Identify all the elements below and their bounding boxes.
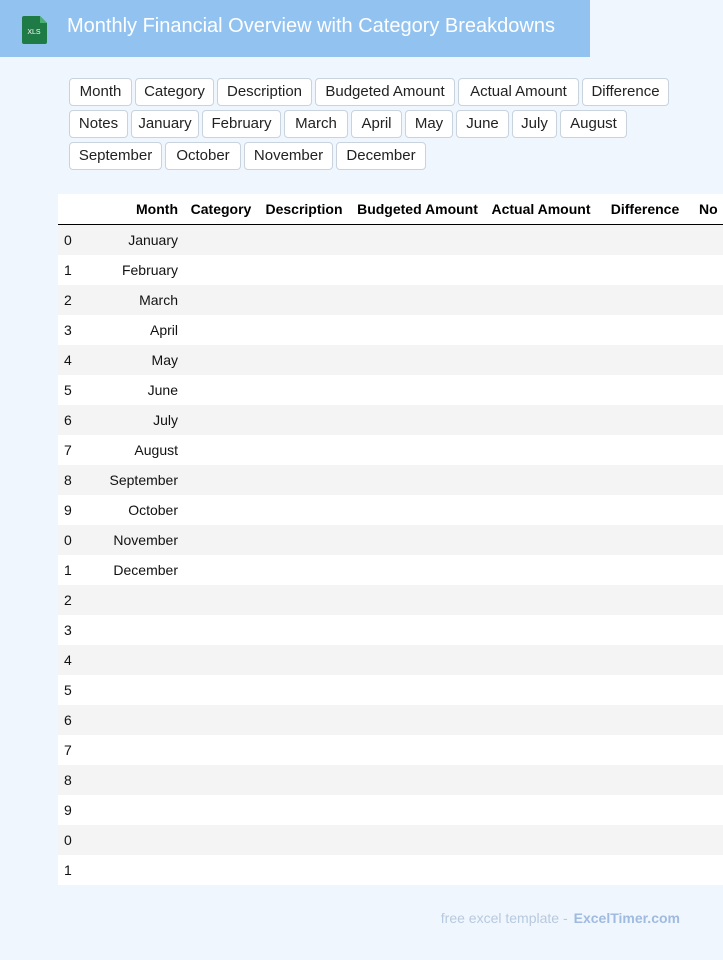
chip-april[interactable]: April — [351, 110, 402, 138]
cell-no[interactable] — [693, 585, 723, 615]
cell-actual-amount[interactable] — [485, 825, 597, 855]
cell-category[interactable] — [184, 645, 258, 675]
cell-description[interactable] — [258, 525, 350, 555]
table-row — [58, 615, 723, 645]
cell-category[interactable] — [184, 345, 258, 375]
cell-description[interactable] — [258, 735, 350, 765]
cell-month[interactable]: April — [88, 315, 184, 345]
table-row — [58, 645, 723, 675]
cell-description[interactable] — [258, 255, 350, 285]
cell-no[interactable] — [693, 465, 723, 495]
cell-category[interactable] — [184, 675, 258, 705]
row-index: 5 — [58, 675, 88, 705]
cell-month[interactable] — [88, 675, 184, 705]
cell-category[interactable] — [184, 225, 258, 256]
footer-text: free excel template - — [440, 910, 568, 926]
cell-budgeted-amount[interactable] — [350, 525, 485, 555]
cell-no[interactable] — [693, 315, 723, 345]
row-index: 0 — [58, 825, 88, 855]
cell-actual-amount[interactable] — [485, 255, 597, 285]
cell-difference[interactable] — [597, 465, 693, 495]
table-row — [58, 315, 723, 345]
cell-description[interactable] — [258, 675, 350, 705]
cell-no[interactable] — [693, 435, 723, 465]
cell-difference[interactable] — [597, 795, 693, 825]
cell-budgeted-amount[interactable] — [350, 255, 485, 285]
row-index: 1 — [58, 255, 88, 285]
cell-budgeted-amount[interactable] — [350, 465, 485, 495]
table-row — [58, 255, 723, 285]
table-row — [58, 855, 723, 885]
row-index: 1 — [58, 555, 88, 585]
chip-may[interactable]: May — [405, 110, 453, 138]
cell-budgeted-amount[interactable] — [350, 285, 485, 315]
row-index: 7 — [58, 435, 88, 465]
table-row — [58, 345, 723, 375]
column-header-category[interactable]: Category — [184, 194, 258, 225]
cell-no[interactable] — [693, 645, 723, 675]
row-index: 1 — [58, 855, 88, 885]
chip-category[interactable]: Category — [135, 78, 214, 106]
column-header-description[interactable]: Description — [258, 194, 350, 225]
cell-month[interactable] — [88, 825, 184, 855]
cell-category[interactable] — [184, 465, 258, 495]
cell-no[interactable] — [693, 285, 723, 315]
chip-november[interactable]: November — [244, 142, 333, 170]
row-index: 8 — [58, 465, 88, 495]
footer-brand-link[interactable]: ExcelTimer.com — [573, 910, 680, 926]
cell-difference[interactable] — [597, 255, 693, 285]
cell-description[interactable] — [258, 315, 350, 345]
cell-no[interactable] — [693, 255, 723, 285]
cell-actual-amount[interactable] — [485, 285, 597, 315]
cell-category[interactable] — [184, 795, 258, 825]
table-row — [58, 465, 723, 495]
table-row — [58, 285, 723, 315]
cell-month[interactable]: November — [88, 525, 184, 555]
cell-budgeted-amount[interactable] — [350, 855, 485, 885]
cell-category[interactable] — [184, 855, 258, 885]
table-row — [58, 675, 723, 705]
data-table — [64, 194, 718, 885]
cell-difference[interactable] — [597, 525, 693, 555]
cell-actual-amount[interactable] — [485, 405, 597, 435]
cell-no[interactable] — [693, 375, 723, 405]
cell-budgeted-amount[interactable] — [350, 225, 485, 256]
chip-notes[interactable]: Notes — [69, 110, 128, 138]
cell-actual-amount[interactable] — [485, 645, 597, 675]
cell-month[interactable]: January — [88, 225, 184, 256]
cell-difference[interactable] — [597, 225, 693, 256]
cell-month[interactable] — [88, 705, 184, 735]
cell-difference[interactable] — [597, 375, 693, 405]
cell-category[interactable] — [184, 705, 258, 735]
column-header-budgeted-amount[interactable]: Budgeted Amount — [350, 194, 485, 225]
row-index: 4 — [58, 645, 88, 675]
row-index: 9 — [58, 795, 88, 825]
cell-difference[interactable] — [597, 645, 693, 675]
cell-description[interactable] — [258, 825, 350, 855]
cell-month[interactable] — [88, 735, 184, 765]
cell-budgeted-amount[interactable] — [350, 585, 485, 615]
cell-budgeted-amount[interactable] — [350, 675, 485, 705]
row-index: 2 — [58, 585, 88, 615]
cell-no[interactable] — [693, 735, 723, 765]
cell-actual-amount[interactable] — [485, 225, 597, 256]
cell-description[interactable] — [258, 615, 350, 645]
cell-budgeted-amount[interactable] — [350, 495, 485, 525]
cell-difference[interactable] — [597, 855, 693, 885]
cell-no[interactable] — [693, 225, 723, 256]
chip-august[interactable]: August — [560, 110, 627, 138]
column-header-month[interactable]: Month — [88, 194, 184, 225]
chip-budgeted-amount[interactable]: Budgeted Amount — [315, 78, 455, 106]
table-row — [58, 375, 723, 405]
table-row — [58, 735, 723, 765]
cell-month[interactable]: June — [88, 375, 184, 405]
chip-difference[interactable]: Difference — [582, 78, 669, 106]
cell-budgeted-amount[interactable] — [350, 705, 485, 735]
cell-category[interactable] — [184, 255, 258, 285]
table-row — [58, 795, 723, 825]
table-row — [58, 585, 723, 615]
table-body — [58, 225, 723, 886]
cell-month[interactable]: October — [88, 495, 184, 525]
cell-category[interactable] — [184, 285, 258, 315]
cell-difference[interactable] — [597, 585, 693, 615]
cell-category[interactable] — [184, 525, 258, 555]
cell-difference[interactable] — [597, 315, 693, 345]
chip-march[interactable]: March — [284, 110, 348, 138]
cell-category[interactable] — [184, 315, 258, 345]
row-index: 8 — [58, 765, 88, 795]
cell-category[interactable] — [184, 435, 258, 465]
cell-no[interactable] — [693, 615, 723, 645]
chip-december[interactable]: December — [336, 142, 426, 170]
cell-category[interactable] — [184, 405, 258, 435]
cell-month[interactable] — [88, 615, 184, 645]
cell-difference[interactable] — [597, 555, 693, 585]
cell-actual-amount[interactable] — [485, 525, 597, 555]
cell-category[interactable] — [184, 495, 258, 525]
chip-july[interactable]: July — [512, 110, 557, 138]
cell-no[interactable] — [693, 525, 723, 555]
table-row — [58, 525, 723, 555]
chip-october[interactable]: October — [165, 142, 241, 170]
cell-category[interactable] — [184, 615, 258, 645]
row-index: 0 — [58, 225, 88, 256]
cell-category[interactable] — [184, 765, 258, 795]
chip-actual-amount[interactable]: Actual Amount — [458, 78, 579, 106]
cell-description[interactable] — [258, 795, 350, 825]
row-index: 6 — [58, 705, 88, 735]
cell-description[interactable] — [258, 345, 350, 375]
cell-description[interactable] — [258, 855, 350, 885]
row-index: 7 — [58, 735, 88, 765]
cell-category[interactable] — [184, 585, 258, 615]
column-header-actual-amount[interactable]: Actual Amount — [485, 194, 597, 225]
column-header-index[interactable] — [58, 194, 88, 225]
cell-difference[interactable] — [597, 675, 693, 705]
cell-no[interactable] — [693, 495, 723, 525]
cell-description[interactable] — [258, 465, 350, 495]
cell-budgeted-amount[interactable] — [350, 405, 485, 435]
cell-description[interactable] — [258, 495, 350, 525]
row-index: 9 — [58, 495, 88, 525]
row-index: 4 — [58, 345, 88, 375]
cell-actual-amount[interactable] — [485, 495, 597, 525]
cell-description[interactable] — [258, 405, 350, 435]
cell-actual-amount[interactable] — [485, 675, 597, 705]
cell-difference[interactable] — [597, 765, 693, 795]
chip-september[interactable]: September — [69, 142, 162, 170]
cell-description[interactable] — [258, 765, 350, 795]
cell-no[interactable] — [693, 345, 723, 375]
cell-category[interactable] — [184, 555, 258, 585]
cell-category[interactable] — [184, 735, 258, 765]
table-row — [58, 765, 723, 795]
cell-budgeted-amount[interactable] — [350, 435, 485, 465]
cell-actual-amount[interactable] — [485, 765, 597, 795]
cell-budgeted-amount[interactable] — [350, 735, 485, 765]
cell-month[interactable]: May — [88, 345, 184, 375]
cell-description[interactable] — [258, 285, 350, 315]
table-row — [58, 435, 723, 465]
cell-budgeted-amount[interactable] — [350, 555, 485, 585]
cell-budgeted-amount[interactable] — [350, 375, 485, 405]
cell-actual-amount[interactable] — [485, 435, 597, 465]
row-index: 3 — [58, 615, 88, 645]
cell-no[interactable] — [693, 825, 723, 855]
row-index: 6 — [58, 405, 88, 435]
table-row — [58, 405, 723, 435]
chip-description[interactable]: Description — [217, 78, 312, 106]
cell-month[interactable]: February — [88, 255, 184, 285]
cell-month[interactable] — [88, 765, 184, 795]
cell-category[interactable] — [184, 375, 258, 405]
cell-difference[interactable] — [597, 705, 693, 735]
row-index: 0 — [58, 525, 88, 555]
cell-difference[interactable] — [597, 615, 693, 645]
cell-actual-amount[interactable] — [485, 315, 597, 345]
xls-file-icon — [21, 14, 50, 44]
cell-difference[interactable] — [597, 285, 693, 315]
title-bar — [0, 0, 590, 57]
chip-january[interactable]: January — [131, 110, 199, 138]
table-row — [58, 555, 723, 585]
cell-category[interactable] — [184, 825, 258, 855]
table-row — [58, 705, 723, 735]
cell-month[interactable] — [88, 645, 184, 675]
cell-actual-amount[interactable] — [485, 795, 597, 825]
cell-no[interactable] — [693, 675, 723, 705]
cell-description[interactable] — [258, 705, 350, 735]
cell-difference[interactable] — [597, 825, 693, 855]
cell-budgeted-amount[interactable] — [350, 345, 485, 375]
cell-budgeted-amount[interactable] — [350, 645, 485, 675]
page-title: Monthly Financial Overview with Category Breakdowns — [67, 15, 555, 37]
cell-no[interactable] — [693, 795, 723, 825]
cell-month[interactable]: December — [88, 555, 184, 585]
table-row — [58, 495, 723, 525]
cell-month[interactable]: September — [88, 465, 184, 495]
cell-description[interactable] — [258, 435, 350, 465]
cell-month[interactable] — [88, 585, 184, 615]
cell-description[interactable] — [258, 225, 350, 256]
row-index: 2 — [58, 285, 88, 315]
cell-actual-amount[interactable] — [485, 555, 597, 585]
cell-actual-amount[interactable] — [485, 345, 597, 375]
cell-month[interactable] — [88, 855, 184, 885]
row-index: 5 — [58, 375, 88, 405]
footer — [441, 910, 680, 926]
cell-actual-amount[interactable] — [485, 585, 597, 615]
cell-difference[interactable] — [597, 405, 693, 435]
cell-month[interactable]: July — [88, 405, 184, 435]
table-row — [58, 825, 723, 855]
chip-month[interactable]: Month — [69, 78, 132, 106]
table-row — [58, 225, 723, 256]
xls-icon-label: XLS — [27, 29, 41, 36]
cell-actual-amount[interactable] — [485, 705, 597, 735]
cell-month[interactable]: March — [88, 285, 184, 315]
cell-budgeted-amount[interactable] — [350, 765, 485, 795]
cell-description[interactable] — [258, 375, 350, 405]
cell-actual-amount[interactable] — [485, 735, 597, 765]
row-index: 3 — [58, 315, 88, 345]
cell-difference[interactable] — [597, 495, 693, 525]
cell-budgeted-amount[interactable] — [350, 615, 485, 645]
cell-no[interactable] — [693, 405, 723, 435]
cell-budgeted-amount[interactable] — [350, 825, 485, 855]
cell-description[interactable] — [258, 555, 350, 585]
cell-difference[interactable] — [597, 435, 693, 465]
cell-no[interactable] — [693, 705, 723, 735]
cell-difference[interactable] — [597, 735, 693, 765]
cell-budgeted-amount[interactable] — [350, 315, 485, 345]
cell-actual-amount[interactable] — [485, 855, 597, 885]
cell-month[interactable]: August — [88, 435, 184, 465]
cell-description[interactable] — [258, 645, 350, 675]
cell-month[interactable] — [88, 795, 184, 825]
table-header-row — [58, 194, 723, 225]
cell-no[interactable] — [693, 555, 723, 585]
cell-actual-amount[interactable] — [485, 615, 597, 645]
cell-actual-amount[interactable] — [485, 465, 597, 495]
column-header-difference[interactable]: Difference — [597, 194, 693, 225]
cell-actual-amount[interactable] — [485, 375, 597, 405]
cell-difference[interactable] — [597, 345, 693, 375]
cell-description[interactable] — [258, 585, 350, 615]
chip-february[interactable]: February — [202, 110, 281, 138]
cell-no[interactable] — [693, 765, 723, 795]
chip-june[interactable]: June — [456, 110, 509, 138]
cell-no[interactable] — [693, 855, 723, 885]
cell-budgeted-amount[interactable] — [350, 795, 485, 825]
column-header-no[interactable]: No — [693, 194, 723, 225]
